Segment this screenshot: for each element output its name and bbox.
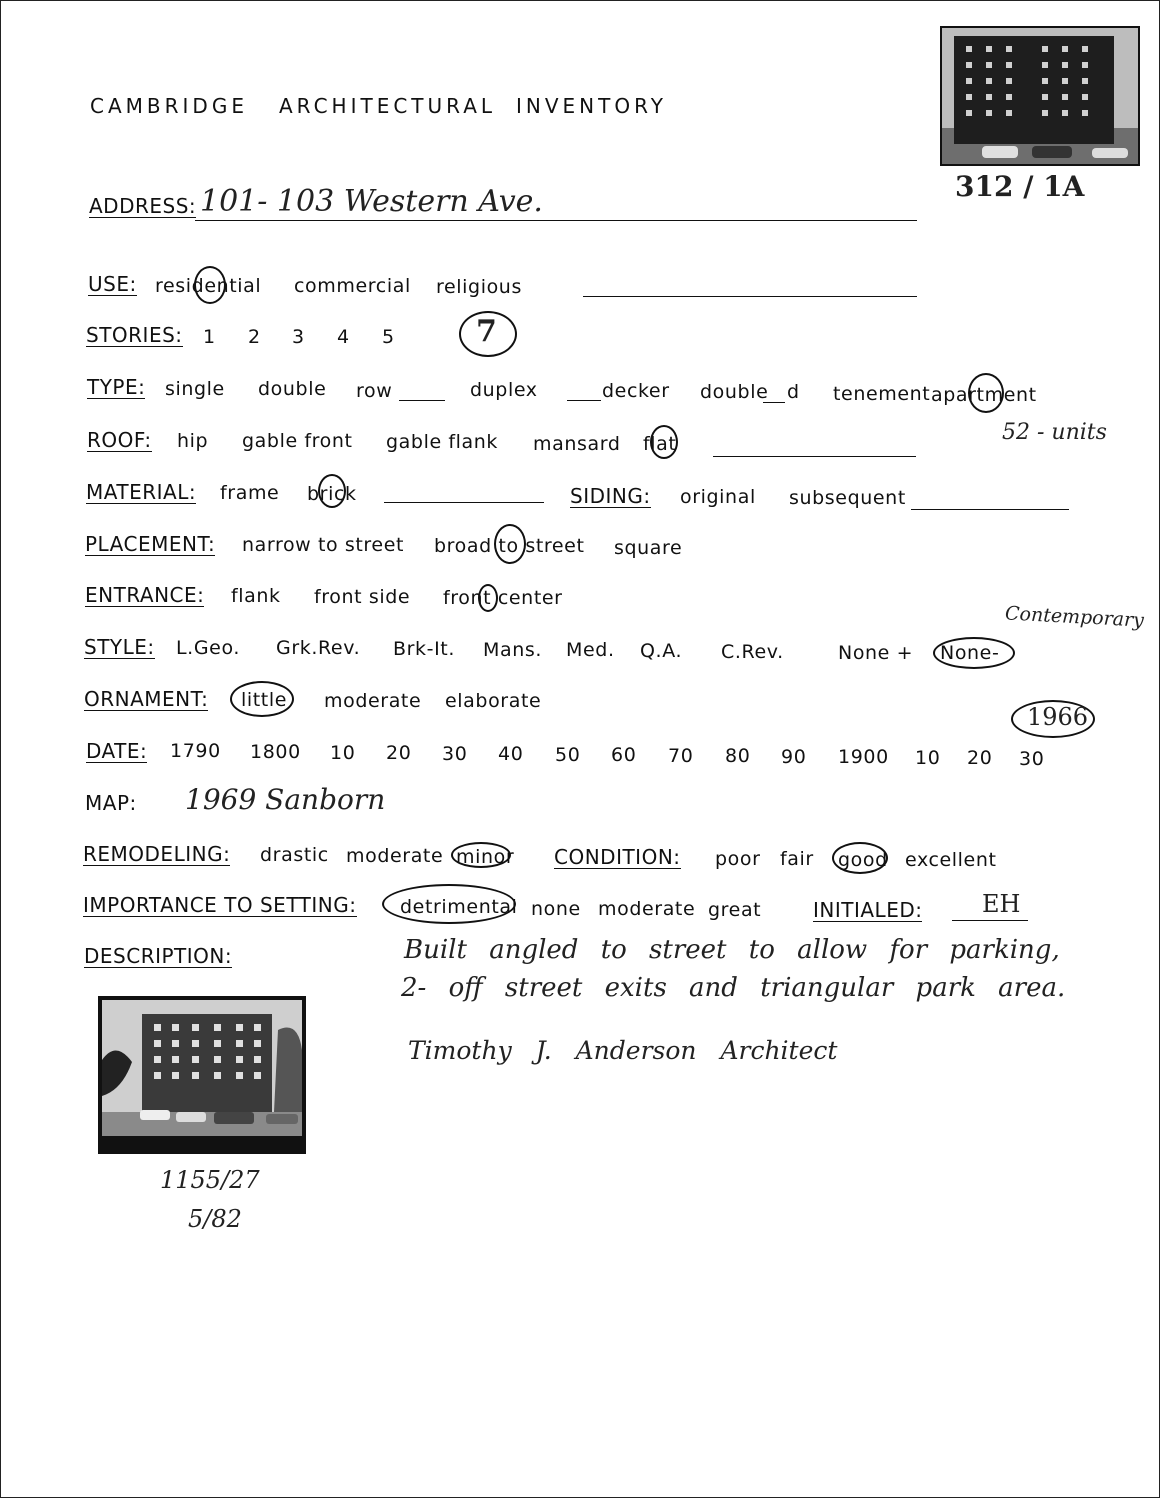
- style-option-grkrev: Grk.Rev.: [276, 637, 361, 659]
- use-option-commercial: commercial: [294, 275, 411, 297]
- condition-label: CONDITION:: [554, 845, 681, 869]
- placement-option-square: square: [614, 537, 683, 559]
- description-architect: Timothy J. Anderson Architect: [408, 1036, 838, 1065]
- date-option-90: 90: [781, 746, 807, 768]
- placement-selection-circle: [494, 524, 526, 564]
- ornament-option-elaborate: elaborate: [445, 690, 542, 712]
- date-handwritten-value: 1966: [1027, 703, 1089, 731]
- stories-label: STORIES:: [86, 323, 183, 347]
- roof-option-hip: hip: [177, 430, 209, 452]
- description-label: DESCRIPTION:: [84, 944, 233, 968]
- description-line-2: 2- off street exits and triangular park area.: [401, 973, 1066, 1003]
- date-option-10: 10: [330, 742, 356, 764]
- type-option-tenement: tenement: [833, 383, 931, 405]
- roof-option-gable-front: gable front: [242, 430, 353, 452]
- ornament-selection-circle: [230, 681, 294, 717]
- stories-option-5: 5: [382, 326, 395, 348]
- use-label: USE:: [88, 272, 137, 296]
- building-photo-top-image: [942, 28, 1138, 164]
- address-underline: [195, 220, 917, 221]
- form-title-word-2: ARCHITECTURAL: [279, 94, 497, 118]
- style-option-none-plus: None +: [838, 642, 914, 664]
- type-decker-blank: [567, 400, 601, 401]
- date-option-1920: 20: [967, 747, 993, 769]
- photo-note-roll: 1155/27: [160, 1166, 260, 1194]
- placement-option-broad: broad to street: [434, 535, 585, 557]
- date-option-70: 70: [668, 745, 694, 767]
- date-option-1790: 1790: [170, 740, 221, 762]
- date-option-1930: 30: [1019, 748, 1045, 770]
- use-other-line: [583, 296, 917, 297]
- roof-option-gable-flank: gable flank: [386, 431, 499, 453]
- importance-label: IMPORTANCE TO SETTING:: [83, 893, 357, 917]
- roof-option-flat: flat: [643, 433, 677, 455]
- address-value: 101- 103 Western Ave.: [200, 184, 543, 219]
- importance-option-detrimental: detrimental: [400, 896, 518, 918]
- stories-option-2: 2: [248, 326, 261, 348]
- remodeling-option-minor: minor: [456, 846, 515, 868]
- stories-option-4: 4: [337, 326, 350, 348]
- map-value: 1969 Sanborn: [185, 783, 386, 816]
- style-option-crev: C.Rev.: [721, 641, 784, 663]
- roof-selection-circle: [650, 425, 678, 459]
- roof-option-mansard: mansard: [533, 433, 621, 455]
- type-option-double: double: [258, 378, 327, 400]
- type-option-decker: decker: [602, 380, 670, 402]
- style-label: STYLE:: [84, 635, 155, 659]
- initialed-value: EH: [982, 890, 1021, 918]
- type-option-single: single: [165, 378, 225, 400]
- map-label: MAP:: [85, 791, 137, 815]
- remodeling-option-moderate: moderate: [346, 845, 444, 867]
- style-handwritten-note: Contemporary: [1004, 602, 1145, 632]
- type-option-duplex: duplex: [470, 379, 538, 401]
- entrance-option-flank: flank: [231, 585, 281, 607]
- type-option-d: d: [787, 381, 800, 403]
- material-option-frame: frame: [220, 482, 280, 504]
- ornament-option-moderate: moderate: [324, 690, 422, 712]
- use-option-religious: religious: [436, 276, 522, 298]
- condition-option-good: good: [838, 849, 888, 871]
- type-selection-circle: [968, 373, 1004, 413]
- use-selection-circle: [194, 266, 226, 304]
- roof-other-line: [713, 456, 916, 457]
- building-photo-bottom: [98, 996, 306, 1154]
- type-double-d-blank: [763, 402, 785, 403]
- address-label: ADDRESS:: [89, 194, 197, 218]
- type-option-double-d: double: [700, 381, 769, 403]
- style-option-none-minus: None-: [940, 642, 1000, 664]
- siding-label: SIDING:: [570, 484, 651, 508]
- roof-label: ROOF:: [87, 428, 152, 452]
- condition-option-poor: poor: [715, 848, 761, 870]
- condition-selection-circle: [832, 842, 888, 874]
- type-option-apartment: apartment: [931, 384, 1037, 406]
- date-option-30: 30: [442, 743, 468, 765]
- form-title-word-3: INVENTORY: [516, 94, 667, 118]
- siding-other-line: [911, 509, 1069, 510]
- material-selection-circle: [318, 474, 346, 508]
- photo-note-date: 5/82: [188, 1205, 242, 1233]
- entrance-selection-circle: [478, 584, 498, 612]
- date-option-1800: 1800: [250, 741, 301, 763]
- style-option-brkit: Brk-It.: [393, 638, 455, 660]
- date-option-50: 50: [555, 744, 581, 766]
- condition-option-excellent: excellent: [905, 849, 997, 871]
- material-other-line: [384, 502, 544, 503]
- entrance-option-front-side: front side: [314, 586, 411, 608]
- material-label: MATERIAL:: [86, 480, 197, 504]
- entrance-option-front-center: front center: [443, 587, 563, 609]
- entrance-label: ENTRANCE:: [85, 583, 205, 607]
- remodeling-option-drastic: drastic: [260, 844, 329, 866]
- date-option-80: 80: [725, 745, 751, 767]
- date-option-40: 40: [498, 743, 524, 765]
- importance-option-great: great: [708, 899, 762, 921]
- date-option-20: 20: [386, 742, 412, 764]
- building-photo-bottom-image: [102, 1000, 302, 1150]
- form-title-word-1: CAMBRIDGE: [90, 94, 248, 118]
- building-photo-top: [940, 26, 1140, 166]
- style-option-mans: Mans.: [483, 639, 543, 661]
- importance-option-moderate: moderate: [598, 898, 696, 920]
- siding-option-original: original: [680, 486, 756, 508]
- remodeling-label: REMODELING:: [83, 842, 231, 866]
- date-option-60: 60: [611, 744, 637, 766]
- condition-option-fair: fair: [780, 848, 814, 870]
- placement-label: PLACEMENT:: [85, 532, 216, 556]
- description-line-1: Built angled to street to allow for parking,: [404, 935, 1060, 965]
- stories-handwritten-value: 7: [476, 314, 497, 349]
- siding-option-subsequent: subsequent: [789, 487, 906, 509]
- style-option-lgeo: L.Geo.: [176, 637, 240, 659]
- type-label: TYPE:: [87, 375, 146, 399]
- material-option-brick: brick: [307, 483, 357, 505]
- initialed-label: INITIALED:: [813, 898, 923, 922]
- importance-selection-circle: [382, 884, 516, 924]
- remodeling-selection-circle: [451, 842, 511, 868]
- importance-option-none: none: [531, 898, 581, 920]
- placement-option-narrow: narrow to street: [242, 534, 405, 556]
- date-option-1910: 10: [915, 747, 941, 769]
- type-row-blank: [399, 400, 445, 401]
- ornament-option-little: little: [241, 689, 288, 711]
- style-option-qa: Q.A.: [640, 640, 683, 662]
- stories-option-3: 3: [292, 326, 305, 348]
- record-number: 312 / 1A: [955, 170, 1085, 203]
- stories-option-1: 1: [203, 326, 216, 348]
- type-units-note: 52 - units: [1002, 420, 1107, 445]
- type-option-row: row: [356, 380, 393, 402]
- style-selection-circle: [933, 637, 1015, 669]
- date-option-1900: 1900: [838, 746, 889, 768]
- use-option-residential: residential: [155, 275, 262, 297]
- initialed-underline: [952, 920, 1028, 921]
- date-label: DATE:: [86, 739, 148, 763]
- style-option-med: Med.: [566, 639, 615, 661]
- ornament-label: ORNAMENT:: [84, 687, 209, 711]
